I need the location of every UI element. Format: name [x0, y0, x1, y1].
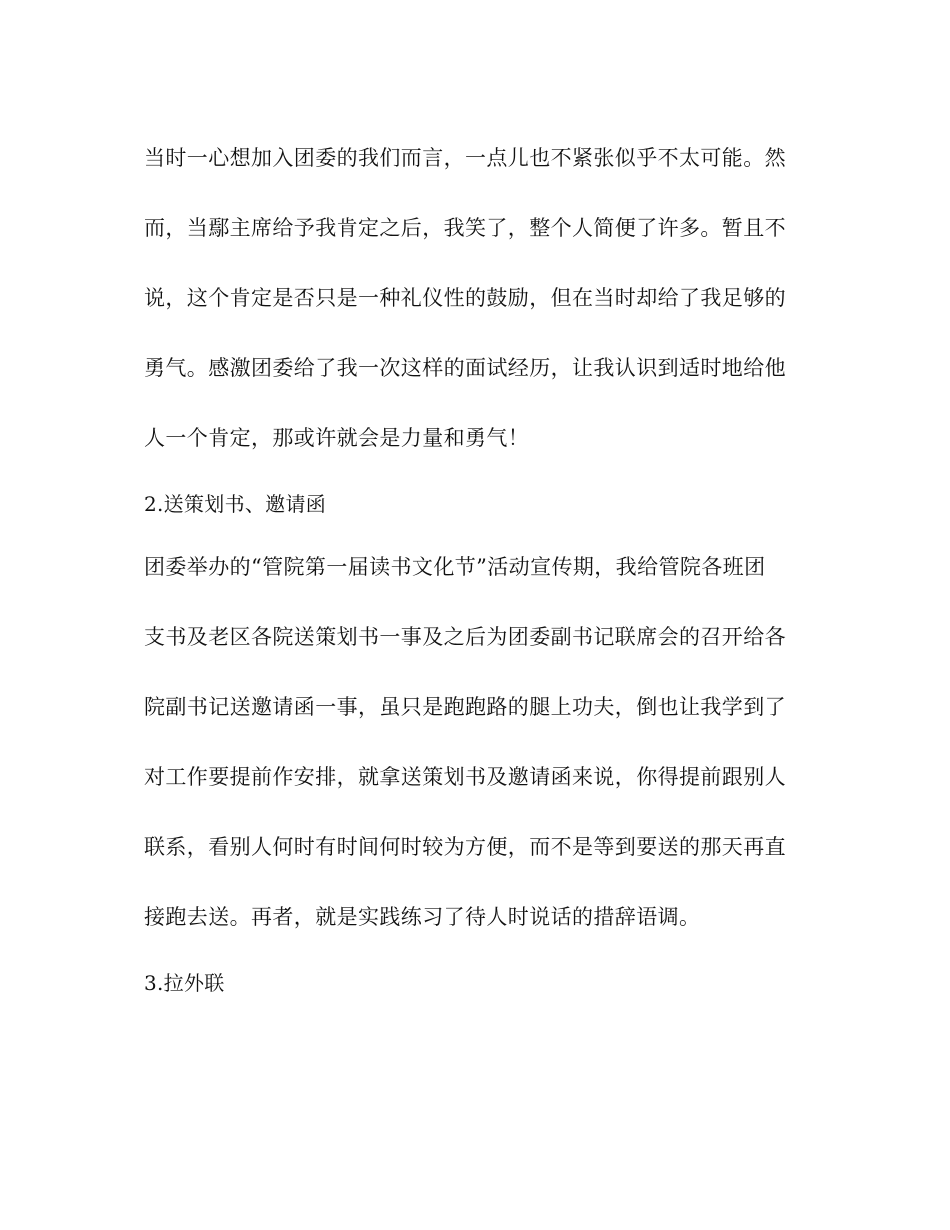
- paragraph-1-line-5: 人一个肯定，那或许就会是力量和勇气！: [144, 426, 530, 450]
- paragraph-2-line-1: 团委举办的“管院第一届读书文化节”活动宣传期，我给管院各班团: [144, 555, 766, 579]
- paragraph-2-line-2: 支书及老区各院送策划书一事及之后为团委副书记联席会的召开给各: [144, 625, 786, 649]
- paragraph-1-line-2: 而，当鄢主席给予我肯定之后，我笑了，整个人简便了许多。暂且不: [144, 216, 786, 240]
- paragraph-2-line-6: 接跑去送。再者，就是实践练习了待人时说话的措辞语调。: [144, 905, 701, 929]
- paragraph-2-line-3: 院副书记送邀请函一事，虽只是跑跑路的腿上功夫，倒也让我学到了: [144, 695, 786, 719]
- paragraph-1-line-1: 当时一心想加入团委的我们而言，一点儿也不紧张似乎不太可能。然: [144, 146, 786, 170]
- section-heading-3: 3.拉外联: [144, 971, 225, 995]
- paragraph-2-line-5: 联系，看别人何时有时间何时较为方便，而不是等到要送的那天再直: [144, 835, 786, 859]
- section-heading-2: 2.送策划书、邀请函: [144, 492, 327, 516]
- paragraph-1-line-3: 说，这个肯定是否只是一种礼仪性的鼓励，但在当时却给了我足够的: [144, 286, 786, 310]
- paragraph-1-line-4: 勇气。感激团委给了我一次这样的面试经历，让我认识到适时地给他: [144, 356, 786, 380]
- paragraph-2-line-4: 对工作要提前作安排，就拿送策划书及邀请函来说，你得提前跟别人: [144, 765, 786, 789]
